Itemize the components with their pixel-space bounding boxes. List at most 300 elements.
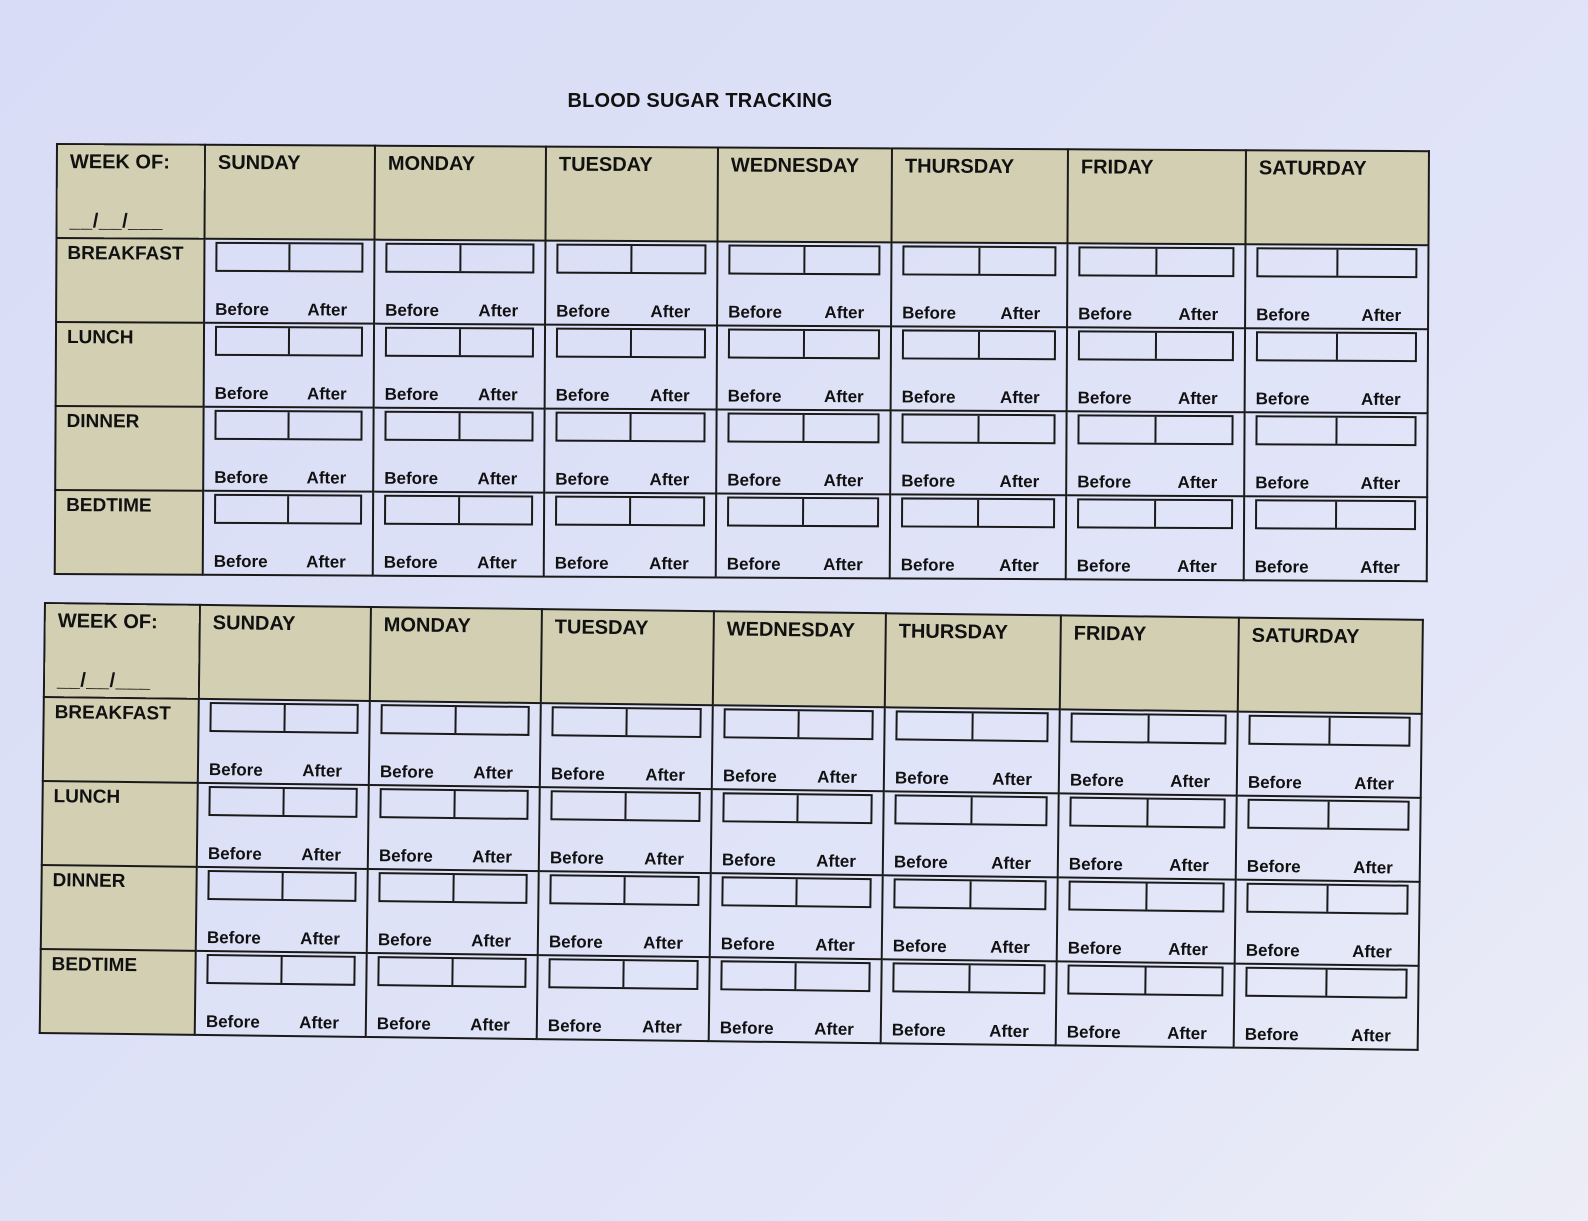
before-reading-box[interactable]: [903, 499, 977, 525]
after-label: After: [470, 1015, 510, 1035]
after-reading-box[interactable]: [1145, 883, 1222, 910]
day-name: FRIDAY: [1073, 622, 1147, 646]
before-reading-box[interactable]: [896, 796, 970, 823]
entry-cell: [709, 957, 882, 1043]
reading-labels: [385, 385, 534, 406]
after-reading-box[interactable]: [629, 498, 703, 524]
entry-cell: [545, 325, 717, 410]
day-name: WEDNESDAY: [730, 154, 860, 178]
before-label: Before: [894, 768, 949, 789]
reading-boxes: [727, 413, 879, 444]
before-reading-box[interactable]: [387, 245, 459, 271]
day-header-monday: [370, 607, 542, 703]
entry-cell: [1235, 880, 1420, 966]
before-reading-box[interactable]: [729, 415, 802, 441]
before-reading-box[interactable]: [216, 496, 287, 522]
reading-labels: [901, 555, 1055, 576]
entry-cell: [711, 789, 884, 875]
before-label: Before: [550, 764, 605, 784]
before-label: Before: [893, 852, 948, 873]
before-reading-box[interactable]: [1257, 501, 1335, 527]
day-header-thursday: [885, 613, 1061, 709]
after-reading-box[interactable]: [625, 709, 699, 736]
before-reading-box[interactable]: [1079, 416, 1154, 442]
before-label: Before: [727, 470, 782, 490]
reading-boxes: [555, 412, 705, 443]
reading-boxes: [1070, 713, 1226, 745]
after-reading-box[interactable]: [968, 965, 1044, 992]
before-reading-box[interactable]: [216, 412, 287, 438]
meal-name: BREAKFAST: [54, 702, 171, 725]
after-reading-box[interactable]: [794, 963, 868, 990]
entry-cell: [368, 785, 540, 871]
entry-cell: [1057, 877, 1236, 963]
after-reading-box[interactable]: [803, 331, 878, 357]
after-reading-box[interactable]: [1154, 417, 1231, 443]
after-label: After: [1177, 556, 1217, 577]
reading-boxes: [728, 329, 880, 360]
reading-labels: [728, 387, 880, 408]
reading-labels: [1078, 388, 1234, 409]
after-reading-box[interactable]: [1146, 799, 1223, 826]
week-of-cell: [44, 603, 200, 699]
after-label: After: [644, 849, 685, 869]
before-reading-box[interactable]: [1257, 417, 1335, 443]
before-reading-box[interactable]: [725, 710, 797, 737]
before-reading-box[interactable]: [1072, 715, 1147, 742]
reading-labels: [1077, 472, 1233, 493]
after-reading-box[interactable]: [459, 245, 533, 271]
day-name: FRIDAY: [1080, 156, 1154, 179]
reading-boxes: [727, 497, 879, 528]
reading-labels: [894, 852, 1047, 874]
after-reading-box[interactable]: [458, 497, 532, 523]
before-label: Before: [215, 299, 270, 320]
reading-boxes: [206, 954, 355, 986]
after-label: After: [473, 763, 514, 783]
before-label: Before: [1245, 940, 1300, 961]
before-reading-box[interactable]: [382, 706, 454, 733]
entry-cell: [204, 239, 374, 324]
entry-cell: [882, 875, 1058, 961]
before-reading-box[interactable]: [217, 244, 288, 270]
reading-boxes: [720, 960, 870, 992]
after-reading-box[interactable]: [802, 415, 877, 441]
before-reading-box[interactable]: [387, 329, 459, 355]
after-reading-box[interactable]: [287, 496, 360, 522]
before-label: Before: [379, 762, 434, 782]
after-reading-box[interactable]: [629, 414, 703, 440]
meal-row-breakfast: [56, 238, 1428, 329]
reading-labels: [551, 764, 701, 786]
reading-labels: [1255, 473, 1416, 494]
before-label: Before: [385, 300, 440, 321]
entry-cell: [712, 705, 885, 791]
reading-boxes: [895, 710, 1048, 742]
reading-labels: [384, 469, 533, 490]
after-label: After: [999, 387, 1040, 408]
before-label: Before: [1256, 305, 1311, 325]
reading-boxes: [208, 786, 357, 818]
entry-cell: [538, 871, 711, 957]
header-row: [57, 144, 1429, 245]
after-label: After: [1352, 942, 1392, 962]
before-label: Before: [728, 302, 783, 322]
before-reading-box[interactable]: [904, 331, 978, 357]
after-reading-box[interactable]: [1147, 715, 1224, 742]
entry-cell: [890, 494, 1066, 579]
reading-labels: [1255, 557, 1416, 578]
before-reading-box[interactable]: [722, 962, 794, 989]
day-name: THURSDAY: [904, 155, 1015, 179]
before-label: Before: [547, 1016, 602, 1036]
reading-labels: [555, 554, 705, 575]
entry-cell: [540, 703, 713, 789]
reading-boxes: [1067, 965, 1223, 997]
reading-labels: [727, 555, 879, 576]
day-header-thursday: [891, 148, 1067, 243]
before-reading-box[interactable]: [1258, 249, 1336, 275]
week-of-label: WEEK OF:: [69, 151, 170, 174]
after-label: After: [989, 1021, 1029, 1042]
after-reading-box[interactable]: [630, 330, 704, 356]
after-reading-box[interactable]: [1144, 967, 1221, 994]
day-header-tuesday: [545, 147, 717, 242]
meal-label-cell: [55, 406, 203, 491]
entry-cell: [1058, 793, 1237, 879]
before-reading-box[interactable]: [894, 964, 968, 991]
before-reading-box[interactable]: [1071, 799, 1146, 826]
reading-boxes: [892, 962, 1045, 994]
reading-labels: [209, 760, 358, 782]
entry-cell: [717, 241, 891, 326]
entry-cell: [544, 409, 716, 494]
reading-boxes: [555, 496, 705, 527]
day-header-tuesday: [541, 609, 714, 705]
after-label: After: [816, 851, 857, 871]
after-reading-box[interactable]: [1155, 249, 1232, 275]
before-label: Before: [721, 850, 776, 870]
day-name: TUESDAY: [554, 616, 649, 640]
day-name: TUESDAY: [558, 153, 653, 177]
week-date-blank[interactable]: __/__/___: [56, 669, 151, 693]
before-reading-box[interactable]: [550, 960, 622, 987]
entry-cell: [198, 699, 370, 785]
day-header-friday: [1067, 149, 1245, 244]
after-reading-box[interactable]: [624, 793, 698, 820]
after-reading-box[interactable]: [1155, 333, 1232, 359]
day-header-sunday: [205, 145, 375, 240]
before-reading-box[interactable]: [1247, 969, 1325, 996]
after-reading-box[interactable]: [1335, 334, 1415, 360]
entry-cell: [374, 324, 545, 409]
after-reading-box[interactable]: [1328, 718, 1408, 745]
before-reading-box[interactable]: [1070, 883, 1145, 910]
entry-cell: [1067, 243, 1245, 328]
before-reading-box[interactable]: [895, 880, 969, 907]
after-reading-box[interactable]: [1154, 501, 1231, 527]
after-label: After: [990, 937, 1030, 958]
after-label: After: [824, 303, 865, 323]
before-label: Before: [208, 760, 263, 780]
after-reading-box[interactable]: [803, 247, 878, 273]
meal-name: LUNCH: [66, 327, 134, 349]
after-label: After: [649, 470, 690, 490]
before-label: Before: [1255, 389, 1310, 409]
reading-labels: [901, 471, 1055, 492]
before-reading-box[interactable]: [558, 330, 630, 356]
meal-name: DINNER: [52, 870, 126, 893]
after-label: After: [1167, 1023, 1207, 1044]
after-reading-box[interactable]: [978, 248, 1054, 274]
before-reading-box[interactable]: [379, 958, 451, 985]
after-reading-box[interactable]: [1326, 886, 1406, 913]
week-table-1: [54, 143, 1430, 582]
after-label: After: [1169, 855, 1209, 876]
reading-labels: [902, 303, 1056, 324]
after-reading-box[interactable]: [1325, 970, 1405, 997]
meal-label-cell: [40, 949, 196, 1035]
reading-labels: [1070, 771, 1226, 793]
before-reading-box[interactable]: [724, 794, 796, 821]
reading-boxes: [1256, 331, 1417, 362]
reading-boxes: [556, 328, 706, 359]
before-reading-box[interactable]: [730, 247, 803, 273]
before-reading-box[interactable]: [211, 704, 283, 731]
document-title: BLOOD SUGAR TRACKING: [567, 90, 833, 112]
after-reading-box[interactable]: [978, 332, 1054, 358]
after-reading-box[interactable]: [802, 499, 877, 525]
before-reading-box[interactable]: [1250, 717, 1328, 744]
after-reading-box[interactable]: [454, 707, 528, 734]
reading-boxes: [385, 327, 534, 358]
after-reading-box[interactable]: [977, 500, 1053, 526]
before-label: Before: [206, 928, 261, 948]
entry-cell: [1236, 796, 1421, 882]
after-label: After: [1177, 472, 1218, 493]
before-label: Before: [722, 766, 777, 786]
after-reading-box[interactable]: [1335, 502, 1415, 528]
before-label: Before: [902, 303, 957, 323]
reading-labels: [215, 384, 363, 405]
before-label: Before: [213, 551, 268, 572]
before-reading-box[interactable]: [1248, 885, 1326, 912]
before-reading-box[interactable]: [210, 788, 282, 815]
after-label: After: [471, 931, 512, 951]
reading-boxes: [556, 244, 706, 275]
before-label: Before: [376, 1014, 431, 1034]
before-reading-box[interactable]: [1258, 333, 1336, 359]
day-name: SUNDAY: [212, 612, 296, 636]
reading-boxes: [728, 245, 880, 276]
after-reading-box[interactable]: [630, 246, 704, 272]
after-label: After: [306, 384, 347, 404]
reading-boxes: [214, 494, 362, 525]
before-reading-box[interactable]: [1249, 801, 1327, 828]
reading-boxes: [902, 245, 1056, 276]
after-reading-box[interactable]: [287, 412, 360, 438]
before-label: Before: [383, 552, 438, 573]
before-label: Before: [556, 301, 611, 321]
before-reading-box[interactable]: [903, 415, 977, 441]
after-label: After: [992, 769, 1033, 790]
before-label: Before: [555, 469, 610, 489]
after-reading-box[interactable]: [1336, 250, 1416, 276]
after-reading-box[interactable]: [288, 328, 361, 354]
entry-cell: [717, 325, 891, 410]
after-reading-box[interactable]: [970, 797, 1046, 824]
after-reading-box[interactable]: [452, 875, 526, 902]
before-reading-box[interactable]: [381, 790, 453, 817]
before-label: Before: [549, 848, 604, 868]
reading-boxes: [1068, 881, 1224, 913]
after-label: After: [1354, 774, 1394, 794]
before-reading-box[interactable]: [730, 331, 803, 357]
reading-boxes: [901, 497, 1055, 528]
before-reading-box[interactable]: [380, 874, 452, 901]
before-reading-box[interactable]: [209, 872, 281, 899]
reading-labels: [728, 303, 880, 324]
before-reading-box[interactable]: [386, 413, 458, 439]
meal-name: BEDTIME: [66, 495, 152, 517]
day-header-saturday: [1238, 618, 1423, 714]
day-header-sunday: [199, 605, 371, 701]
before-reading-box[interactable]: [1080, 248, 1155, 274]
reading-labels: [1247, 857, 1409, 879]
before-reading-box[interactable]: [1079, 500, 1154, 526]
reading-labels: [1067, 1023, 1223, 1045]
after-reading-box[interactable]: [451, 959, 525, 986]
entry-cell: [716, 493, 890, 578]
day-header-saturday: [1245, 150, 1428, 245]
before-label: Before: [901, 387, 956, 407]
reading-boxes: [377, 956, 526, 988]
day-name: SUNDAY: [217, 151, 301, 175]
reading-labels: [893, 936, 1046, 958]
reading-boxes: [1077, 414, 1233, 445]
before-label: Before: [1246, 856, 1301, 877]
before-label: Before: [1077, 388, 1132, 408]
reading-boxes: [893, 878, 1046, 910]
entry-cell: [716, 409, 890, 494]
day-name: MONDAY: [387, 152, 476, 176]
reading-labels: [727, 471, 879, 492]
after-label: After: [991, 853, 1031, 874]
entry-cell: [373, 408, 544, 493]
after-reading-box[interactable]: [971, 713, 1047, 740]
after-label: After: [1351, 1026, 1391, 1046]
before-reading-box[interactable]: [553, 708, 625, 735]
before-reading-box[interactable]: [552, 792, 624, 819]
reading-boxes: [1255, 415, 1416, 446]
after-reading-box[interactable]: [622, 961, 696, 988]
before-label: Before: [1244, 1024, 1299, 1045]
after-reading-box[interactable]: [282, 789, 356, 816]
entry-cell: [367, 869, 539, 955]
after-reading-box[interactable]: [458, 413, 532, 439]
after-reading-box[interactable]: [281, 873, 355, 900]
after-label: After: [477, 385, 518, 405]
reading-boxes: [384, 411, 533, 442]
after-reading-box[interactable]: [797, 711, 871, 738]
before-reading-box[interactable]: [557, 498, 629, 524]
meal-label-cell: [56, 322, 204, 407]
reading-labels: [214, 552, 362, 573]
reading-labels: [214, 468, 362, 489]
after-reading-box[interactable]: [453, 791, 527, 818]
meal-label-cell: [55, 490, 203, 575]
after-reading-box[interactable]: [795, 879, 869, 906]
before-reading-box[interactable]: [897, 712, 971, 739]
entry-cell: [196, 867, 368, 953]
after-label: After: [649, 554, 689, 574]
after-label: After: [650, 302, 691, 322]
entry-cell: [366, 953, 538, 1039]
reading-labels: [380, 762, 529, 784]
reading-labels: [550, 848, 700, 870]
week-date-blank[interactable]: __/__/___: [69, 210, 164, 233]
before-reading-box[interactable]: [558, 246, 630, 272]
after-reading-box[interactable]: [288, 244, 361, 270]
entry-cell: [369, 701, 541, 787]
before-reading-box[interactable]: [551, 876, 623, 903]
before-label: Before: [1255, 473, 1310, 493]
reading-labels: [1068, 939, 1224, 961]
after-reading-box[interactable]: [1327, 802, 1407, 829]
before-reading-box[interactable]: [729, 499, 802, 525]
before-reading-box[interactable]: [208, 956, 280, 983]
reading-labels: [1256, 305, 1417, 326]
after-reading-box[interactable]: [623, 877, 697, 904]
after-label: After: [1353, 858, 1393, 878]
meal-row-lunch: [56, 322, 1428, 413]
reading-boxes: [1077, 498, 1233, 529]
entry-cell: [197, 783, 369, 869]
entry-cell: [1244, 412, 1427, 497]
before-label: Before: [1069, 770, 1124, 791]
before-label: Before: [1077, 472, 1132, 492]
entry-cell: [1245, 244, 1428, 329]
reading-labels: [1248, 773, 1410, 795]
reading-boxes: [215, 326, 363, 357]
before-reading-box[interactable]: [1080, 332, 1155, 358]
before-reading-box[interactable]: [557, 414, 629, 440]
after-reading-box[interactable]: [977, 416, 1053, 442]
before-reading-box[interactable]: [386, 497, 458, 523]
after-label: After: [472, 847, 513, 867]
reading-labels: [377, 1014, 526, 1036]
after-reading-box[interactable]: [283, 705, 357, 732]
before-label: Before: [214, 383, 269, 404]
before-reading-box[interactable]: [723, 878, 795, 905]
reading-labels: [208, 844, 357, 866]
after-label: After: [643, 933, 683, 953]
after-reading-box[interactable]: [969, 881, 1045, 908]
after-reading-box[interactable]: [280, 957, 354, 984]
before-label: Before: [207, 844, 262, 864]
after-reading-box[interactable]: [1335, 418, 1415, 444]
after-reading-box[interactable]: [796, 795, 870, 822]
before-reading-box[interactable]: [904, 247, 978, 273]
after-reading-box[interactable]: [458, 329, 532, 355]
before-label: Before: [892, 936, 947, 957]
before-reading-box[interactable]: [217, 328, 288, 354]
entry-cell: [203, 407, 373, 492]
before-reading-box[interactable]: [1069, 967, 1144, 994]
reading-boxes: [1078, 246, 1234, 277]
meal-name: BREAKFAST: [67, 243, 184, 265]
after-label: After: [301, 845, 342, 865]
